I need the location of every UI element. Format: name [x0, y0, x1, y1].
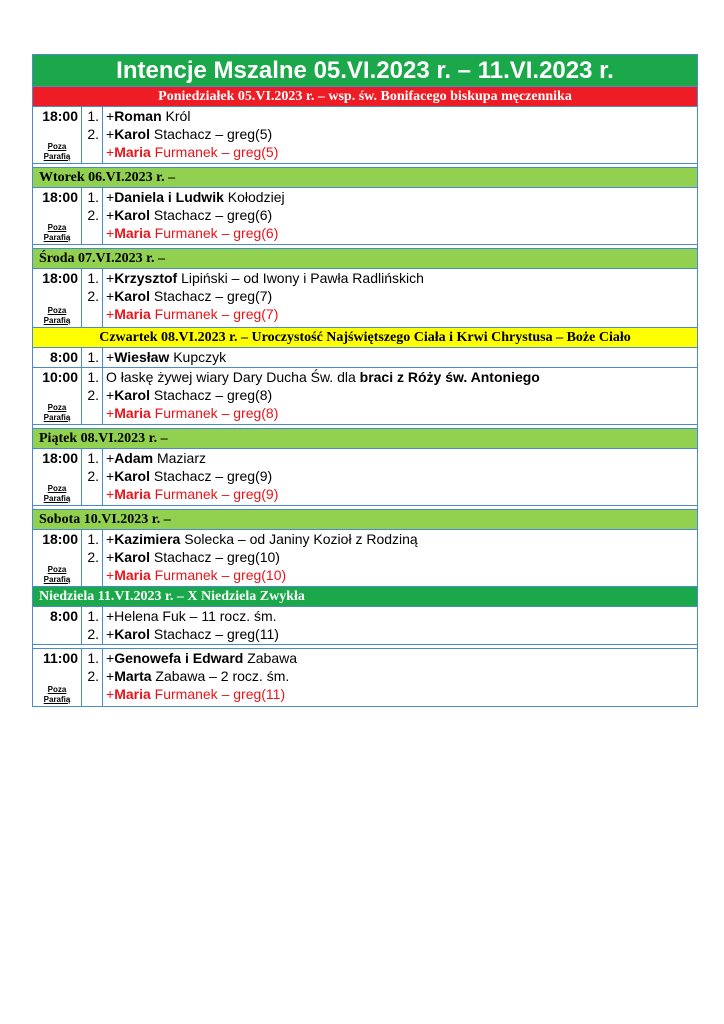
- poza-parafia-note: Poza Parafią: [43, 142, 71, 161]
- intention-number: [82, 566, 102, 584]
- intention-number: 1.: [87, 270, 99, 286]
- mass-row: [33, 530, 697, 587]
- day-header-tuesday: Wtorek 06.VI.2023 r. –: [33, 168, 697, 188]
- intention-line: +Marta Zabawa – 2 rocz. śm.: [106, 668, 290, 684]
- mass-time: 18:00: [42, 450, 78, 466]
- intention-line: +Kazimiera Solecka – od Janiny Kozioł z Rodziną: [106, 531, 418, 547]
- intention-line: +Karol Stachacz – greg(6): [106, 207, 273, 223]
- intention-number: 2.: [87, 549, 99, 565]
- intention-line: +Maria Furmanek – greg(11): [106, 686, 286, 702]
- intention-line: +Maria Furmanek – greg(9): [106, 486, 279, 502]
- intention-number: 2.: [87, 626, 99, 642]
- poza-parafia-note: Poza Parafią: [43, 223, 71, 242]
- intention-number: 1.: [87, 369, 99, 385]
- day-header-thursday: Czwartek 08.VI.2023 r. – Uroczystość Najświętszego Ciała i Krwi Chrystusa – Boże Ciało: [33, 328, 697, 348]
- mass-time: 11:00: [42, 650, 78, 666]
- mass-time: 18:00: [42, 270, 78, 286]
- intention-line: +Maria Furmanek – greg(8): [106, 405, 279, 421]
- intention-line: +Helena Fuk – 11 rocz. śm.: [106, 608, 277, 624]
- day-header-friday: Piątek 08.VI.2023 r. –: [33, 429, 697, 449]
- intention-line: +Genowefa i Edward Zabawa: [106, 650, 298, 666]
- intention-line: +Karol Stachacz – greg(8): [106, 387, 273, 403]
- mass-row: [33, 368, 697, 425]
- intention-line: +Roman Król: [106, 108, 191, 124]
- intention-number: 2.: [87, 126, 99, 142]
- mass-row: [33, 649, 697, 706]
- intention-line: O łaskę żywej wiary Dary Ducha Św. dla braci z Róży św. Antoniego: [106, 369, 540, 385]
- poza-parafia-note: Poza Parafią: [43, 403, 71, 422]
- intention-number: 1.: [87, 608, 99, 624]
- intention-line: +Karol Stachacz – greg(7): [106, 288, 273, 304]
- intention-number: 1.: [87, 650, 99, 666]
- intention-line: +Karol Stachacz – greg(9): [106, 468, 273, 484]
- intention-number: 2.: [87, 207, 99, 223]
- intention-line: +Karol Stachacz – greg(10): [106, 549, 280, 565]
- mass-time: 18:00: [42, 189, 78, 205]
- intention-number: 1.: [87, 108, 99, 124]
- intention-number: [82, 305, 102, 323]
- mass-time: 18:00: [42, 108, 78, 124]
- intention-line: +Daniela i Ludwik Kołodziej: [106, 189, 285, 205]
- mass-row: [33, 449, 697, 506]
- intention-line: +Maria Furmanek – greg(5): [106, 144, 279, 160]
- intention-number: 2.: [87, 668, 99, 684]
- intention-number: 1.: [87, 531, 99, 547]
- mass-row: [33, 107, 697, 164]
- poza-parafia-note: Poza Parafią: [43, 306, 71, 325]
- poza-parafia-note: Poza Parafią: [43, 565, 71, 584]
- mass-time: 10:00: [42, 369, 78, 385]
- page-title: Intencje Mszalne 05.VI.2023 r. – 11.VI.2023 r.: [33, 55, 697, 87]
- intention-line: +Karol Stachacz – greg(5): [106, 126, 273, 142]
- intention-line: +Maria Furmanek – greg(6): [106, 225, 279, 241]
- intention-number: 1.: [87, 349, 99, 365]
- intention-line: +Maria Furmanek – greg(10): [106, 567, 287, 583]
- poza-parafia-note: Poza Parafią: [43, 484, 71, 503]
- intention-line: +Krzysztof Lipiński – od Iwony i Pawła Radlińskich: [106, 270, 424, 286]
- intention-number: [82, 685, 102, 703]
- day-header-monday: Poniedziałek 05.VI.2023 r. – wsp. św. Bonifacego biskupa męczennika: [33, 87, 697, 107]
- poza-parafia-note: Poza Parafią: [43, 685, 71, 704]
- mass-time: 8:00: [49, 349, 78, 365]
- intention-line: +Karol Stachacz – greg(11): [106, 626, 279, 642]
- day-header-sunday: Niedziela 11.VI.2023 r. – X Niedziela Zwykła: [33, 587, 697, 607]
- intention-line: +Adam Maziarz: [106, 450, 206, 466]
- intention-number: 2.: [87, 468, 99, 484]
- intention-line: +Wiesław Kupczyk: [106, 349, 227, 365]
- intentions-sheet: [32, 54, 698, 707]
- mass-time: 18:00: [42, 531, 78, 547]
- intention-number: [82, 224, 102, 242]
- intention-number: [82, 404, 102, 422]
- mass-row: [33, 348, 697, 368]
- day-header-wednesday: Środa 07.VI.2023 r. –: [33, 249, 697, 269]
- intention-number: [82, 485, 102, 503]
- day-header-saturday: Sobota 10.VI.2023 r. –: [33, 510, 697, 530]
- mass-row: [33, 607, 697, 645]
- mass-time: 8:00: [49, 608, 78, 624]
- intention-number: 2.: [87, 387, 99, 403]
- intention-number: [82, 143, 102, 161]
- intention-number: 1.: [87, 189, 99, 205]
- intention-line: +Maria Furmanek – greg(7): [106, 306, 279, 322]
- intention-number: 2.: [87, 288, 99, 304]
- intention-number: 1.: [87, 450, 99, 466]
- mass-row: [33, 269, 697, 328]
- mass-row: [33, 188, 697, 245]
